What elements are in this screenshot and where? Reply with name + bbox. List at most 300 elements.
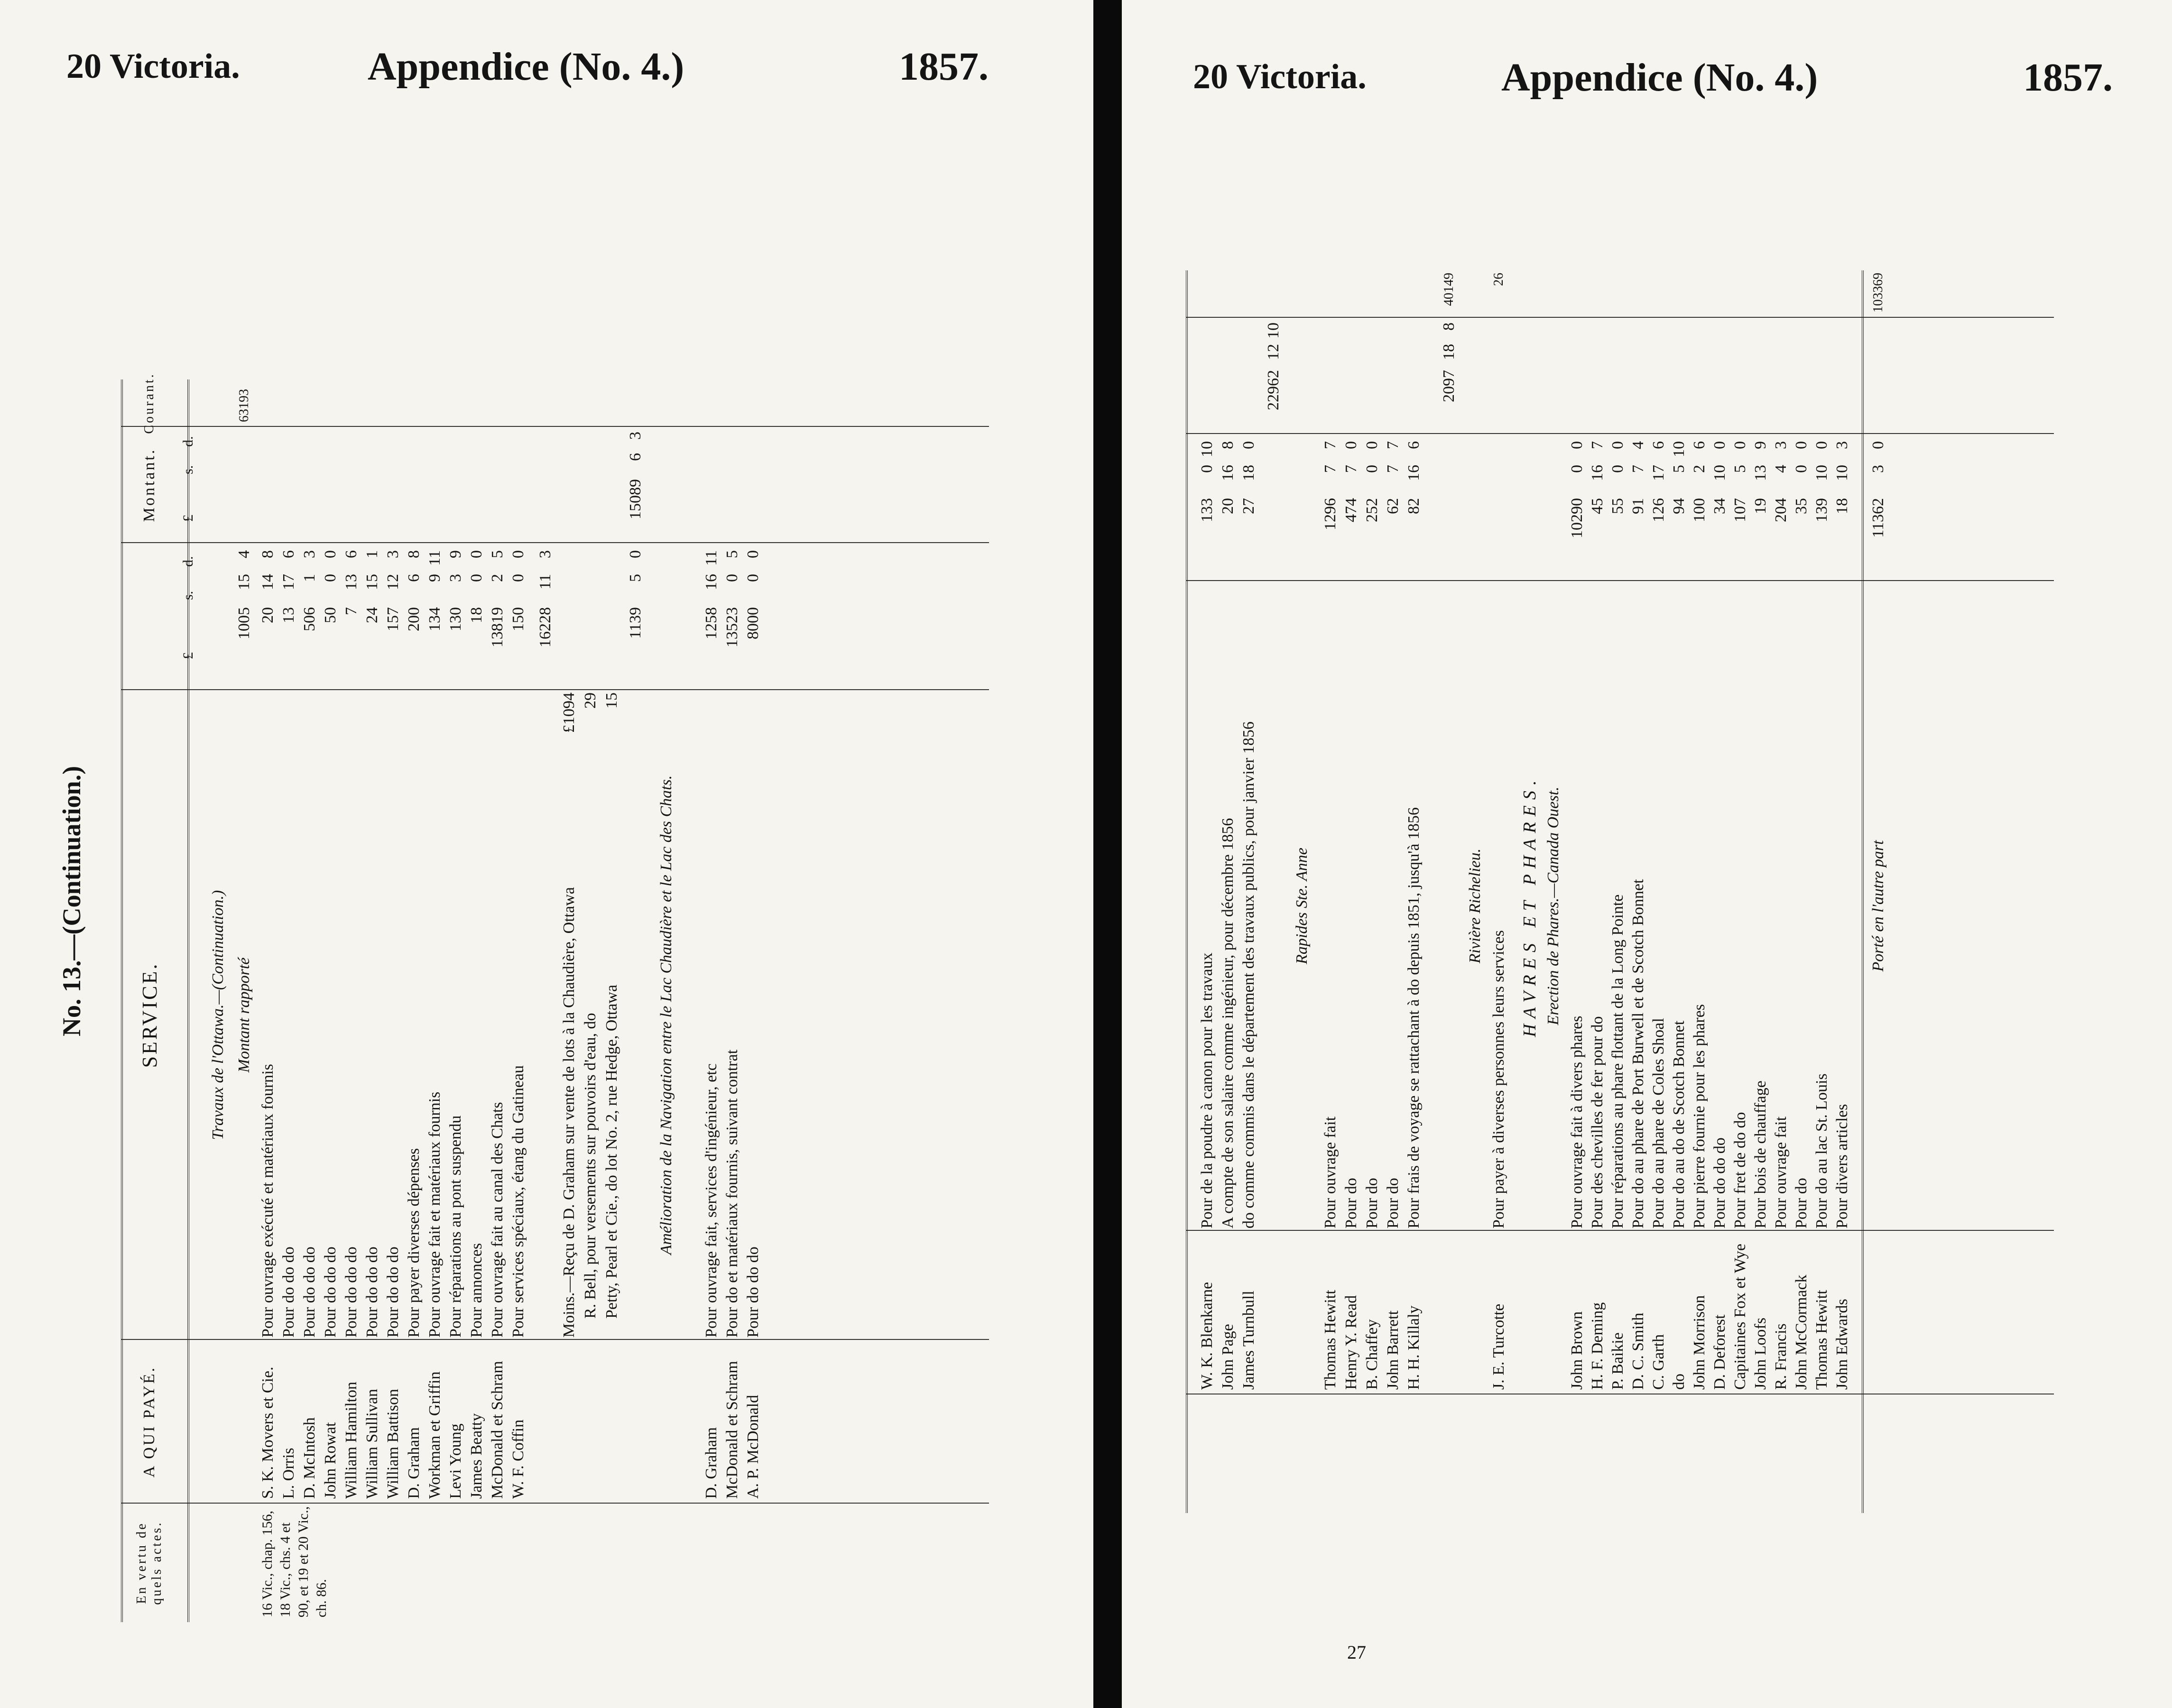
table-row bbox=[1670, 270, 1689, 1513]
montant-shillings: 6 bbox=[627, 453, 644, 461]
amount-shillings: 2 bbox=[489, 574, 506, 582]
payee: Thomas Hewitt bbox=[1322, 1290, 1339, 1390]
service: Pour ouvrage fait bbox=[1772, 1116, 1790, 1228]
service: Pour do bbox=[1384, 1178, 1402, 1228]
payee: John Morrison bbox=[1691, 1295, 1708, 1390]
amount-pounds: 35 bbox=[1793, 498, 1810, 514]
amount-shillings: 0 bbox=[1363, 465, 1381, 473]
col-service-header: SERVICE. bbox=[138, 962, 161, 1068]
payee: McDonald et Schram bbox=[489, 1361, 506, 1499]
table-row bbox=[279, 379, 298, 1622]
section-havres: HAVRES ET PHARES. bbox=[1520, 775, 1540, 1037]
amount-pence: 9 bbox=[1752, 441, 1769, 449]
amount-pence: 6 bbox=[1405, 441, 1423, 449]
table-title: No. 13.—(Continuation.) bbox=[57, 766, 86, 1036]
table-row bbox=[702, 379, 721, 1622]
moins-label: Moins.—Reçu de D. Graham sur vente de lots à la Chaudière, Ottawa bbox=[560, 887, 578, 1338]
amount-shillings: 11 bbox=[536, 574, 554, 590]
moins-line-text: Petty, Pearl et Cie., do lot No. 2, rue Hedge, Ottawa bbox=[603, 984, 620, 1319]
table-row bbox=[384, 379, 403, 1622]
montant-shillings: 18 bbox=[1440, 344, 1458, 360]
brought-forward-row bbox=[235, 379, 254, 1622]
col-acts-header: En vertu de quels actes. bbox=[134, 1521, 164, 1605]
amount-shillings: 7 bbox=[1322, 465, 1339, 473]
amount-shillings: 16 bbox=[1219, 465, 1237, 481]
table-row bbox=[363, 379, 382, 1622]
table-row bbox=[1629, 270, 1648, 1513]
payee: R. Francis bbox=[1772, 1323, 1790, 1390]
section-title: Travaux de l'Ottawa.—(Continuation.) bbox=[209, 890, 227, 1140]
amount-pence: 7 bbox=[1384, 441, 1402, 449]
current-total: 26 bbox=[1491, 273, 1506, 286]
amount-pence: 11 bbox=[426, 550, 444, 566]
amount-pounds: 133 bbox=[1198, 498, 1216, 522]
service: Pour divers articles bbox=[1833, 1104, 1851, 1228]
amount-pounds: 62 bbox=[1384, 498, 1402, 514]
service: A compte de son salaire comme ingénieur, pour décembre 1856 bbox=[1219, 818, 1237, 1228]
payee: John Page bbox=[1219, 1324, 1237, 1390]
service: Pour fret de do do bbox=[1731, 1112, 1749, 1228]
unit-pence: d. bbox=[180, 556, 196, 567]
table-row bbox=[1649, 270, 1668, 1513]
amount-shillings: 18 bbox=[1240, 465, 1257, 481]
amount-shillings: 13 bbox=[1752, 465, 1769, 481]
amount-pence: 0 bbox=[468, 550, 485, 558]
section-richelieu: Rivière Richelieu. bbox=[1466, 848, 1484, 964]
amount-pounds: 11362 bbox=[1869, 498, 1887, 538]
payee: D. McIntosh bbox=[301, 1417, 318, 1499]
payee: John Loofs bbox=[1752, 1317, 1769, 1390]
amount-pounds: 130 bbox=[447, 607, 464, 631]
service: Pour réparations au phare flottant de la Long Pointe bbox=[1609, 894, 1627, 1228]
service: Pour ouvrage fait et matériaux fournis bbox=[426, 1091, 444, 1338]
payee: A. P. McDonald bbox=[744, 1394, 762, 1499]
service: Pour do bbox=[1363, 1178, 1381, 1228]
payee: W. F. Coffin bbox=[509, 1419, 527, 1499]
payee: James Beatty bbox=[468, 1413, 485, 1499]
payee: Workman et Griffin bbox=[426, 1371, 444, 1499]
header-appendix: Appendice (No. 4.) bbox=[368, 45, 684, 89]
amount-shillings: 14 bbox=[259, 574, 277, 590]
amount-pence: 5 bbox=[723, 550, 741, 558]
amount-pence: 8 bbox=[1219, 441, 1237, 449]
header-year: 1857. bbox=[2023, 55, 2113, 100]
moins-line-amount: 29 bbox=[582, 692, 599, 709]
payee: D. C. Smith bbox=[1629, 1312, 1647, 1390]
subtotal-row bbox=[536, 379, 555, 1622]
carried-row bbox=[1869, 270, 1888, 1513]
table-row bbox=[1608, 270, 1627, 1513]
table-row bbox=[405, 379, 424, 1622]
page-number: 27 bbox=[1347, 1642, 1366, 1663]
table-row bbox=[259, 379, 277, 1622]
col-payee-header: A QUI PAYÉ. bbox=[140, 1366, 158, 1478]
moins-amount: £1094 bbox=[560, 692, 578, 733]
header-year: 1857. bbox=[899, 45, 989, 89]
amount-pounds: 1005 bbox=[235, 607, 253, 639]
payee: John Brown bbox=[1568, 1311, 1586, 1390]
amount-pence: 3 bbox=[301, 550, 318, 558]
service: Pour do do do bbox=[384, 1246, 402, 1338]
payee: H. F. Deming bbox=[1589, 1302, 1606, 1390]
moins-total-row bbox=[626, 379, 645, 1622]
amount-pence: 6 bbox=[342, 550, 360, 558]
table-row bbox=[1812, 270, 1831, 1513]
montant-pounds: 22962 bbox=[1265, 370, 1282, 410]
unit-pound: £ bbox=[180, 652, 196, 659]
amount-pence: 5 bbox=[489, 550, 506, 558]
service: do comme commis dans le département des travaux publics, pour janvier 1856 bbox=[1240, 721, 1257, 1228]
table-row bbox=[1690, 270, 1709, 1513]
amount-pence: 0 bbox=[1240, 441, 1257, 449]
amount-pounds: 19 bbox=[1752, 498, 1769, 514]
amount-pounds: 1258 bbox=[702, 607, 720, 639]
payee: D. Graham bbox=[405, 1427, 423, 1499]
table-row bbox=[1710, 270, 1729, 1513]
amount-shillings: 0 bbox=[322, 574, 339, 582]
amount-pence: 0 bbox=[1568, 441, 1586, 449]
amount-pounds: 8000 bbox=[744, 607, 762, 639]
header-volume: 20 Victoria. bbox=[66, 47, 240, 86]
amount-pence: 8 bbox=[259, 550, 277, 558]
amount-pounds: 34 bbox=[1711, 498, 1728, 514]
amount-shillings: 3 bbox=[1869, 465, 1887, 473]
table-row bbox=[1833, 270, 1852, 1513]
amount-shillings: 17 bbox=[1650, 465, 1667, 481]
amount-pence: 0 bbox=[1793, 441, 1810, 449]
payee: John Edwards bbox=[1833, 1299, 1851, 1390]
section-rapides: Rapides Ste. Anne bbox=[1293, 848, 1311, 964]
amount-pence: 3 bbox=[384, 550, 402, 558]
col-montant-header: Montant. bbox=[140, 448, 158, 522]
moins-line bbox=[581, 379, 600, 1622]
unit-shilling: s. bbox=[180, 465, 196, 474]
table-row bbox=[488, 379, 507, 1622]
table-row bbox=[1405, 270, 1423, 1513]
amount-shillings: 0 bbox=[1793, 465, 1810, 473]
amount-pounds: 91 bbox=[1629, 498, 1647, 514]
current-total: 103369 bbox=[1871, 273, 1885, 313]
block1-montant-row bbox=[1264, 270, 1283, 1513]
unit-pound: £ bbox=[180, 515, 196, 522]
amount-shillings: 16 bbox=[1589, 465, 1606, 481]
moins-row bbox=[560, 379, 579, 1622]
montant-pence: 10 bbox=[1265, 323, 1282, 339]
amount-shillings: 10 bbox=[1711, 465, 1728, 481]
amount-pence: 10 bbox=[1670, 441, 1688, 457]
payee: S. K. Movers et Cie. bbox=[259, 1366, 277, 1499]
amount-pence: 10 bbox=[1198, 441, 1216, 457]
amount-pence: 4 bbox=[1629, 441, 1647, 449]
table-row bbox=[1772, 270, 1791, 1513]
payee: D. Graham bbox=[702, 1427, 720, 1499]
service: Pour do au do de Scotch Bonnet bbox=[1670, 1020, 1688, 1228]
payee: C. Garth bbox=[1650, 1334, 1667, 1390]
amount-pounds: 27 bbox=[1240, 498, 1257, 514]
amount-shillings: 4 bbox=[1772, 465, 1790, 473]
table-row bbox=[1731, 270, 1750, 1513]
right-page bbox=[1122, 0, 2172, 1708]
amount-shillings: 0 bbox=[744, 574, 762, 582]
table-row bbox=[1342, 270, 1361, 1513]
service: Pour do au lac St. Louis bbox=[1813, 1073, 1830, 1228]
service: Pour do do do bbox=[342, 1246, 360, 1338]
amount-pounds: 150 bbox=[509, 607, 527, 631]
montant-pounds: 15089 bbox=[627, 479, 644, 519]
amount-pounds: 1139 bbox=[627, 607, 644, 639]
moins-line bbox=[602, 379, 621, 1622]
amount-pounds: 20 bbox=[1219, 498, 1237, 514]
amount-pounds: 82 bbox=[1405, 498, 1423, 514]
amount-pence: 0 bbox=[1869, 441, 1887, 449]
amount-shillings: 15 bbox=[235, 574, 253, 590]
carried-label: Porté en l'autre part bbox=[1869, 840, 1887, 972]
table-row bbox=[467, 379, 486, 1622]
service: Pour de la poudre à canon pour les travaux bbox=[1198, 952, 1216, 1228]
table-row bbox=[425, 379, 444, 1622]
amount-pence: 0 bbox=[627, 550, 644, 558]
amount-shillings: 0 bbox=[509, 574, 527, 582]
amount-pence: 4 bbox=[235, 550, 253, 558]
moins-line-amount: 15 bbox=[603, 692, 620, 709]
unit-pence: d. bbox=[180, 436, 196, 447]
amount-pounds: 24 bbox=[363, 607, 381, 623]
amount-pounds: 94 bbox=[1670, 498, 1688, 514]
amount-pounds: 13819 bbox=[489, 607, 506, 647]
table-row bbox=[1198, 270, 1217, 1513]
binding-gutter bbox=[1093, 0, 1122, 1708]
amount-pounds: 45 bbox=[1589, 498, 1606, 514]
amount-pounds: 204 bbox=[1772, 498, 1790, 522]
amount-shillings: 17 bbox=[280, 574, 297, 590]
richelieu-row bbox=[1489, 270, 1508, 1513]
amount-pence: 0 bbox=[1342, 441, 1360, 449]
amount-pounds: 20 bbox=[259, 607, 277, 623]
amount-pounds: 13 bbox=[280, 607, 297, 623]
amount-pounds: 7 bbox=[342, 607, 360, 615]
table-row bbox=[1239, 270, 1258, 1513]
table-row bbox=[1321, 270, 1340, 1513]
rotated-table-right bbox=[1186, 270, 2054, 1513]
payee: William Sullivan bbox=[363, 1389, 381, 1499]
amount-shillings: 5 bbox=[1670, 465, 1688, 473]
amount-pounds: 107 bbox=[1731, 498, 1749, 522]
amount-pence: 8 bbox=[405, 550, 423, 558]
amount-shillings: 5 bbox=[627, 574, 644, 582]
amount-pounds: 1296 bbox=[1322, 498, 1339, 530]
amount-pence: 0 bbox=[322, 550, 339, 558]
payee: William Battison bbox=[384, 1389, 402, 1499]
table-row bbox=[1588, 270, 1607, 1513]
service: Pour réparations au pont suspendu bbox=[447, 1115, 464, 1338]
rotated-table-left bbox=[121, 372, 989, 1622]
moins-line-text: R. Bell, pour versements sur pouvoirs d'eau, do bbox=[582, 1013, 599, 1319]
payee: Henry Y. Read bbox=[1342, 1295, 1360, 1390]
service: Pour do et matériaux fournis, suivant contrat bbox=[723, 1049, 741, 1338]
payee: John Barrett bbox=[1384, 1310, 1402, 1390]
amount-pounds: 16228 bbox=[536, 607, 554, 647]
amount-pence: 3 bbox=[536, 550, 554, 558]
payee: D. Deforest bbox=[1711, 1314, 1728, 1390]
amount-pounds: 157 bbox=[384, 607, 402, 631]
montant-pence: 3 bbox=[627, 432, 644, 440]
table-row bbox=[509, 379, 528, 1622]
payee: B. Chaffey bbox=[1363, 1319, 1381, 1390]
rapides-total-row bbox=[1440, 270, 1459, 1513]
amount-pounds: 10290 bbox=[1568, 498, 1586, 538]
amount-pounds: 200 bbox=[405, 607, 423, 631]
amount-pence: 6 bbox=[1650, 441, 1667, 449]
amount-shillings: 7 bbox=[1629, 465, 1647, 473]
payee: Capitaines Fox et Wye bbox=[1731, 1244, 1749, 1390]
acts-note: 16 Vic., chap. 156, 18 Vic., chs. 4 et 90, et 19 et 20 Vic., ch. 86. bbox=[259, 1506, 329, 1617]
montant-shillings: 12 bbox=[1265, 344, 1282, 360]
service: Pour do bbox=[1342, 1178, 1360, 1228]
amount-pence: 3 bbox=[1833, 441, 1851, 449]
table-row bbox=[1363, 270, 1382, 1513]
amount-pounds: 126 bbox=[1650, 498, 1667, 522]
amount-shillings: 9 bbox=[426, 574, 444, 582]
service: Pour ouvrage fait à divers phares bbox=[1568, 1016, 1586, 1228]
brought-forward-label: Montant rapporté bbox=[235, 957, 253, 1073]
payee: do bbox=[1670, 1374, 1688, 1390]
amount-pounds: 474 bbox=[1342, 498, 1360, 522]
payee: William Hamilton bbox=[342, 1382, 360, 1499]
service: Pour services spéciaux, étang du Gatineau bbox=[509, 1065, 527, 1338]
service: Pour do do do bbox=[301, 1246, 318, 1338]
table-row bbox=[1219, 270, 1238, 1513]
amount-shillings: 5 bbox=[1731, 465, 1749, 473]
amount-shillings: 13 bbox=[342, 574, 360, 590]
amount-shillings: 16 bbox=[702, 574, 720, 590]
service: Pour do bbox=[1793, 1178, 1810, 1228]
payee: Thomas Hewitt bbox=[1813, 1290, 1830, 1390]
service: Pour do do do bbox=[322, 1246, 339, 1338]
current-total: 40149 bbox=[1442, 273, 1456, 306]
service: Pour do do do bbox=[363, 1246, 381, 1338]
service: Pour payer diverses dépenses bbox=[405, 1148, 423, 1338]
amount-pence: 11 bbox=[702, 550, 720, 566]
service: Pour pierre fournie pour les phares bbox=[1691, 1004, 1708, 1228]
service: Pour ouvrage exécuté et matériaux fournis bbox=[259, 1064, 277, 1338]
col-courant-header: Courant. bbox=[142, 372, 157, 434]
payee: H. H. Killaly bbox=[1405, 1305, 1423, 1390]
service: Pour payer à diverses personnes leurs services bbox=[1490, 930, 1507, 1228]
payee: McDonald et Schram bbox=[723, 1361, 741, 1499]
amount-pence: 6 bbox=[280, 550, 297, 558]
amount-shillings: 0 bbox=[468, 574, 485, 582]
montant-pounds: 2097 bbox=[1440, 370, 1458, 402]
amount-shillings: 3 bbox=[447, 574, 464, 582]
unit-shilling: s. bbox=[180, 591, 196, 600]
top-rule bbox=[1186, 270, 1188, 1513]
service: Pour ouvrage fait au canal des Chats bbox=[489, 1102, 506, 1338]
payee: John Rowat bbox=[322, 1422, 339, 1499]
amount-shillings: 10 bbox=[1833, 465, 1851, 481]
payee: Levi Young bbox=[447, 1423, 464, 1499]
service: Pour ouvrage fait bbox=[1322, 1116, 1339, 1228]
amount-shillings: 16 bbox=[1405, 465, 1423, 481]
amount-shillings: 0 bbox=[1198, 465, 1216, 473]
amount-pounds: 252 bbox=[1363, 498, 1381, 522]
table-row bbox=[1792, 270, 1811, 1513]
amount-pence: 7 bbox=[1589, 441, 1606, 449]
amount-pence: 0 bbox=[1711, 441, 1728, 449]
service: Pour annonces bbox=[468, 1243, 485, 1338]
service: Pour do au phare de Coles Shoal bbox=[1650, 1018, 1667, 1228]
amount-pence: 0 bbox=[1731, 441, 1749, 449]
amount-shillings: 0 bbox=[1609, 465, 1627, 473]
table-row bbox=[342, 379, 361, 1622]
service: Pour frais de voyage se rattachant à do depuis 1851, jusqu'à 1856 bbox=[1405, 807, 1423, 1228]
payee: James Turnbull bbox=[1240, 1291, 1257, 1390]
amount-pounds: 13523 bbox=[723, 607, 741, 647]
section2-title: Amélioration de la Navigation entre le Lac Chaudière et le Lac des Chats. bbox=[657, 775, 675, 1255]
table-row bbox=[1751, 270, 1770, 1513]
amount-pounds: 55 bbox=[1609, 498, 1627, 514]
service: Pour do do do bbox=[744, 1246, 762, 1338]
amount-shillings: 1 bbox=[301, 574, 318, 582]
header-appendix: Appendice (No. 4.) bbox=[1501, 55, 1818, 100]
amount-shillings: 7 bbox=[1384, 465, 1402, 473]
amount-pence: 0 bbox=[1363, 441, 1381, 449]
amount-shillings: 10 bbox=[1813, 465, 1830, 481]
amount-shillings: 15 bbox=[363, 574, 381, 590]
amount-pence: 0 bbox=[1813, 441, 1830, 449]
amount-pounds: 18 bbox=[468, 607, 485, 623]
table-row bbox=[1568, 270, 1587, 1513]
amount-pounds: 18 bbox=[1833, 498, 1851, 514]
amount-pence: 6 bbox=[1691, 441, 1708, 449]
payee: J. E. Turcotte bbox=[1490, 1303, 1507, 1390]
amount-shillings: 2 bbox=[1691, 465, 1708, 473]
payee: L. Orris bbox=[280, 1448, 297, 1499]
payee: W. K. Blenkarne bbox=[1198, 1282, 1216, 1390]
current-pounds: 63193 bbox=[237, 389, 251, 422]
amount-pounds: 134 bbox=[426, 607, 444, 631]
amount-pence: 3 bbox=[1772, 441, 1790, 449]
amount-shillings: 6 bbox=[405, 574, 423, 582]
service: Pour des chevilles de fer pour do bbox=[1589, 1016, 1606, 1228]
amount-pence: 0 bbox=[1609, 441, 1627, 449]
amount-pounds: 139 bbox=[1813, 498, 1830, 522]
amount-pounds: 100 bbox=[1691, 498, 1708, 522]
table-row bbox=[446, 379, 465, 1622]
service: Pour bois de chauffage bbox=[1752, 1080, 1769, 1228]
payee: P. Baikie bbox=[1609, 1332, 1627, 1390]
table-row bbox=[300, 379, 319, 1622]
amount-pence: 0 bbox=[744, 550, 762, 558]
table-row bbox=[321, 379, 340, 1622]
amount-pence: 0 bbox=[509, 550, 527, 558]
header-volume: 20 Victoria. bbox=[1193, 57, 1367, 96]
carried-rule bbox=[1862, 270, 1864, 1513]
amount-shillings: 0 bbox=[723, 574, 741, 582]
service: Pour do do do bbox=[1711, 1137, 1728, 1228]
section-erection: Erection de Phares.—Canada Ouest. bbox=[1544, 786, 1562, 1025]
amount-pence: 1 bbox=[363, 550, 381, 558]
montant-pence: 8 bbox=[1440, 323, 1458, 331]
amount-shillings: 7 bbox=[1342, 465, 1360, 473]
service: Pour do au phare de Port Burwell et de Scotch Bonnet bbox=[1629, 879, 1647, 1228]
payee: John McCormack bbox=[1793, 1274, 1810, 1390]
table-row bbox=[744, 379, 763, 1622]
service: Pour do do do bbox=[280, 1246, 297, 1338]
amount-shillings: 12 bbox=[384, 574, 402, 590]
amount-shillings: 0 bbox=[1568, 465, 1586, 473]
amount-pounds: 506 bbox=[301, 607, 318, 631]
service: Pour ouvrage fait, services d'ingénieur, etc bbox=[702, 1063, 720, 1338]
